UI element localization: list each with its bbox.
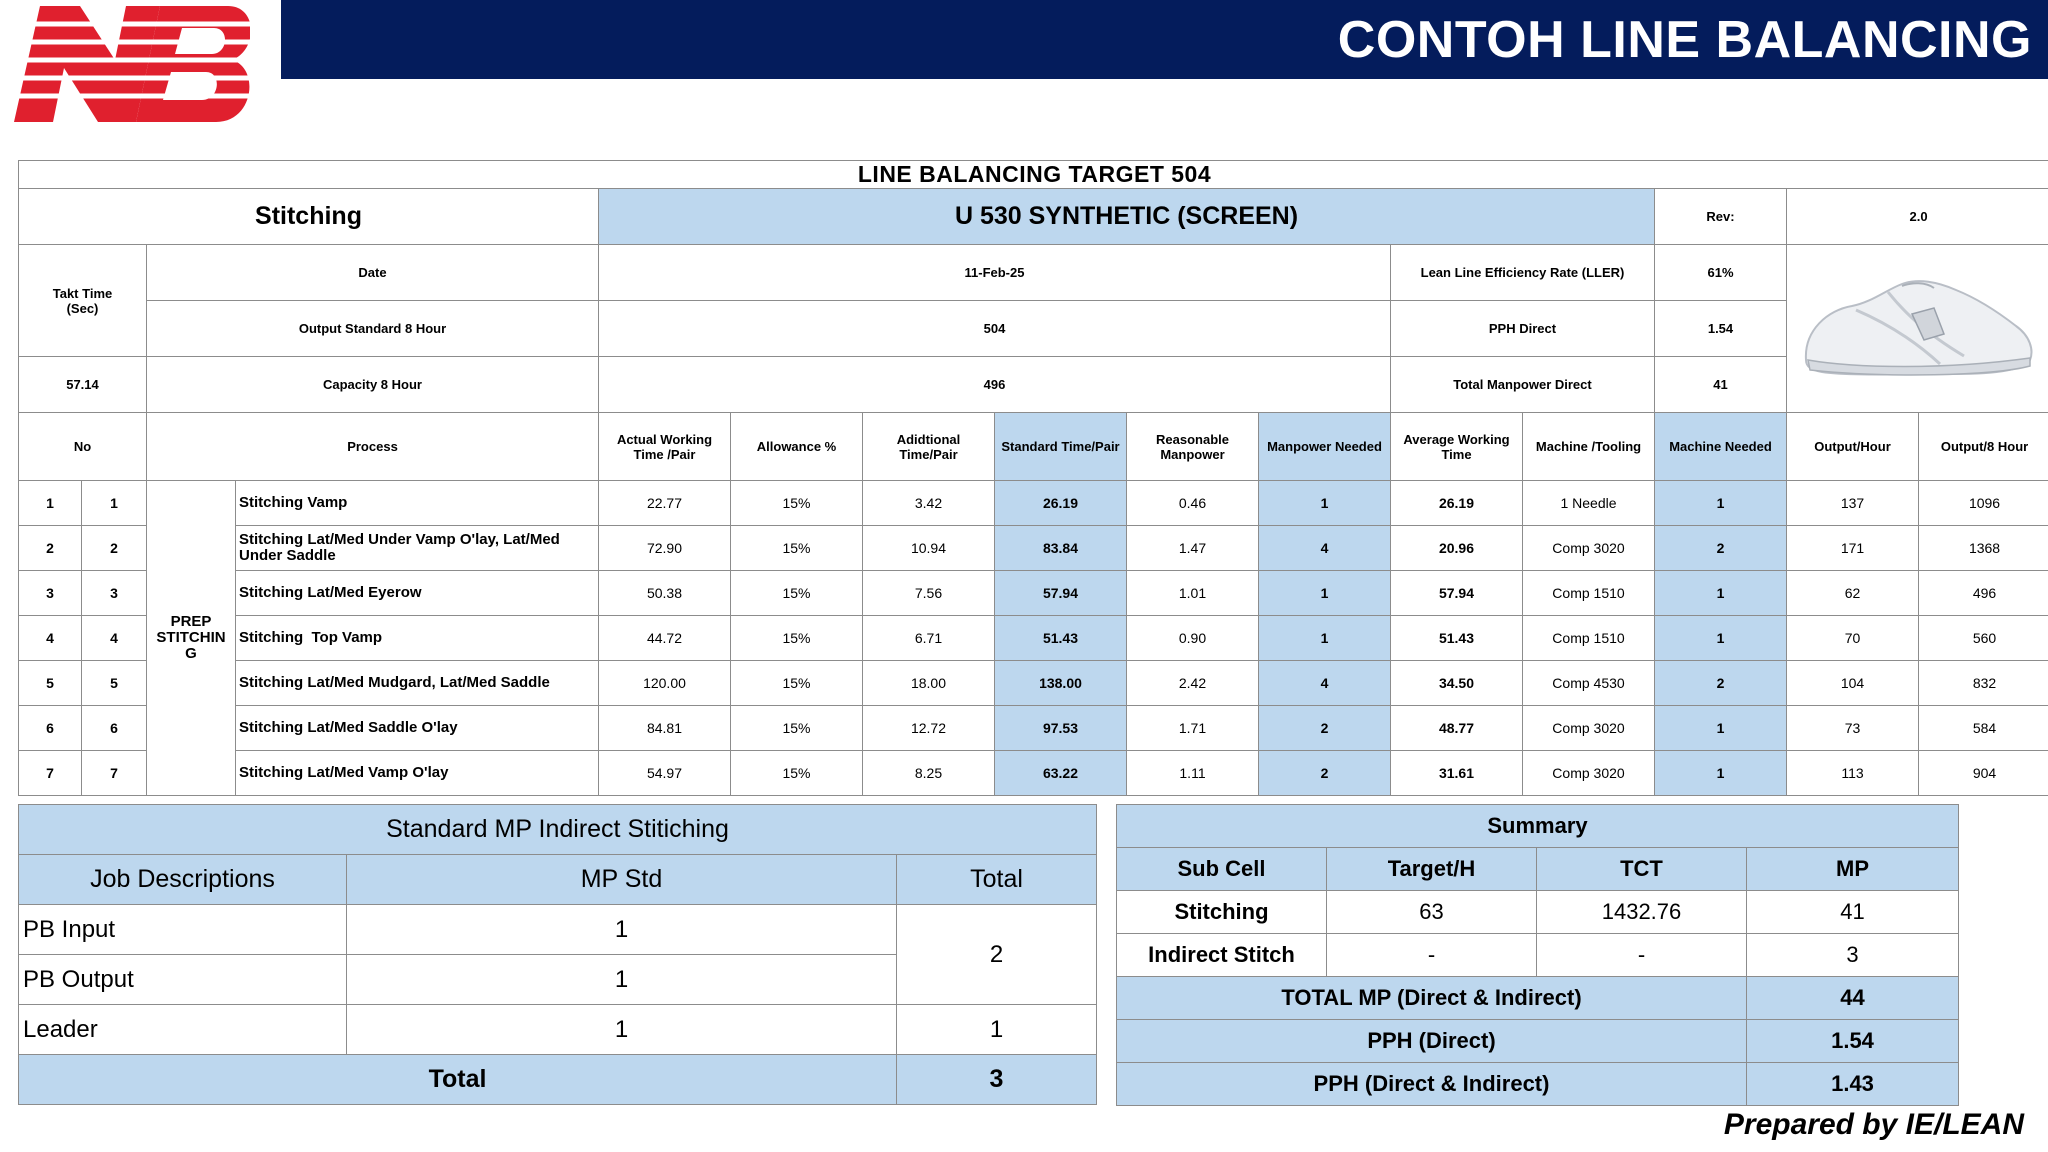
table-row [19, 751, 2048, 796]
col-header-process: Process [147, 413, 599, 481]
row-machine: Comp 3020 [1523, 526, 1655, 571]
line-balancing-table [18, 160, 2048, 796]
row-no: 1 [19, 481, 82, 526]
row-process: Stitching Vamp [236, 481, 599, 526]
takt-time-value: 57.14 [19, 357, 147, 413]
table-row [19, 526, 2048, 571]
table-row [19, 661, 2048, 706]
row-sub-no: 5 [82, 661, 147, 706]
row-actual-working-time: 50.38 [599, 571, 731, 616]
mp-col-std: MP Std [347, 855, 897, 905]
row-sub-no: 3 [82, 571, 147, 616]
summary-pph-all-label: PPH (Direct & Indirect) [1117, 1063, 1747, 1106]
summary-tct: - [1537, 934, 1747, 977]
row-sub-no: 2 [82, 526, 147, 571]
summary-col-target: Target/H [1327, 848, 1537, 891]
row-additional-time: 3.42 [863, 481, 995, 526]
row-manpower-needed: 1 [1259, 481, 1391, 526]
row-process: Stitching Lat/Med Under Vamp O'lay, Lat/Med Under Saddle [236, 526, 599, 571]
row-process: Stitching Lat/Med Mudgard, Lat/Med Saddle [236, 661, 599, 706]
row-average-working-time: 34.50 [1391, 661, 1523, 706]
col-header-reasonable-manpower: Reasonable Manpower [1127, 413, 1259, 481]
row-standard-time: 26.19 [995, 481, 1127, 526]
summary-target: - [1327, 934, 1537, 977]
row-output-8-hour: 832 [1919, 661, 2048, 706]
summary-mp: 3 [1747, 934, 1959, 977]
rev-label: Rev: [1655, 189, 1787, 245]
row-manpower-needed: 1 [1259, 616, 1391, 661]
output-standard-value: 504 [599, 301, 1391, 357]
col-header-output-hour: Output/Hour [1787, 413, 1919, 481]
summary-subcell: Indirect Stitch [1117, 934, 1327, 977]
row-additional-time: 7.56 [863, 571, 995, 616]
summary-table [1116, 804, 1959, 1106]
row-output-hour: 62 [1787, 571, 1919, 616]
row-allowance: 15% [731, 661, 863, 706]
row-additional-time: 6.71 [863, 616, 995, 661]
row-output-hour: 171 [1787, 526, 1919, 571]
row-machine-needed: 1 [1655, 706, 1787, 751]
row-reasonable-manpower: 1.01 [1127, 571, 1259, 616]
row-sub-no: 1 [82, 481, 147, 526]
row-actual-working-time: 120.00 [599, 661, 731, 706]
date-label: Date [147, 245, 599, 301]
row-no: 6 [19, 706, 82, 751]
summary-pph-direct-value: 1.54 [1747, 1020, 1959, 1063]
row-process: Stitching Top Vamp [236, 616, 599, 661]
row-standard-time: 83.84 [995, 526, 1127, 571]
summary-mp: 41 [1747, 891, 1959, 934]
col-header-additional-time: Adidtional Time/Pair [863, 413, 995, 481]
title-banner [281, 0, 2048, 79]
col-header-no: No [19, 413, 147, 481]
mp-total-value: 3 [897, 1055, 1097, 1105]
table-row [19, 616, 2048, 661]
row-manpower-needed: 4 [1259, 661, 1391, 706]
total-manpower-value: 41 [1655, 357, 1787, 413]
table-row [19, 481, 2048, 526]
row-manpower-needed: 2 [1259, 706, 1391, 751]
row-machine: Comp 4530 [1523, 661, 1655, 706]
mp-std: 1 [347, 1005, 897, 1055]
brand-logo-icon [10, 4, 250, 126]
row-additional-time: 10.94 [863, 526, 995, 571]
mp-group-total: 1 [897, 1005, 1097, 1055]
row-reasonable-manpower: 0.46 [1127, 481, 1259, 526]
table-row [19, 1005, 1097, 1055]
row-average-working-time: 57.94 [1391, 571, 1523, 616]
mp-group-total: 2 [897, 905, 1097, 1005]
summary-total-mp-label: TOTAL MP (Direct & Indirect) [1117, 977, 1747, 1020]
row-actual-working-time: 84.81 [599, 706, 731, 751]
row-standard-time: 138.00 [995, 661, 1127, 706]
row-no: 2 [19, 526, 82, 571]
mp-job: PB Input [19, 905, 347, 955]
product-image-cell [1787, 245, 2048, 413]
row-manpower-needed: 1 [1259, 571, 1391, 616]
row-average-working-time: 31.61 [1391, 751, 1523, 796]
table-row [19, 905, 1097, 955]
summary-target: 63 [1327, 891, 1537, 934]
mp-col-job: Job Descriptions [19, 855, 347, 905]
mp-indirect-table [18, 804, 1097, 1105]
col-header-allowance: Allowance % [731, 413, 863, 481]
rev-value: 2.0 [1787, 189, 2048, 245]
summary-title: Summary [1117, 805, 1959, 848]
total-manpower-label: Total Manpower Direct [1391, 357, 1655, 413]
row-standard-time: 51.43 [995, 616, 1127, 661]
mp-std: 1 [347, 905, 897, 955]
row-output-8-hour: 1096 [1919, 481, 2048, 526]
takt-time-label: Takt Time (Sec) [19, 245, 147, 357]
model-name: U 530 SYNTHETIC (SCREEN) [599, 189, 1655, 245]
row-additional-time: 12.72 [863, 706, 995, 751]
capacity-label: Capacity 8 Hour [147, 357, 599, 413]
row-allowance: 15% [731, 751, 863, 796]
row-allowance: 15% [731, 571, 863, 616]
mp-std: 1 [347, 955, 897, 1005]
summary-total-mp-value: 44 [1747, 977, 1959, 1020]
row-machine-needed: 1 [1655, 616, 1787, 661]
row-no: 3 [19, 571, 82, 616]
table-row [19, 571, 2048, 616]
row-actual-working-time: 72.90 [599, 526, 731, 571]
col-header-manpower-needed: Manpower Needed [1259, 413, 1391, 481]
row-output-8-hour: 904 [1919, 751, 2048, 796]
row-machine-needed: 2 [1655, 661, 1787, 706]
row-process: Stitching Lat/Med Saddle O'lay [236, 706, 599, 751]
row-machine-needed: 1 [1655, 481, 1787, 526]
col-header-machine-needed: Machine Needed [1655, 413, 1787, 481]
ller-value: 61% [1655, 245, 1787, 301]
table-row [1117, 934, 1959, 977]
col-header-actual-working-time: Actual Working Time /Pair [599, 413, 731, 481]
summary-pph-all-value: 1.43 [1747, 1063, 1959, 1106]
ller-label: Lean Line Efficiency Rate (LLER) [1391, 245, 1655, 301]
row-no: 5 [19, 661, 82, 706]
row-output-8-hour: 496 [1919, 571, 2048, 616]
summary-col-subcell: Sub Cell [1117, 848, 1327, 891]
row-no: 4 [19, 616, 82, 661]
row-output-8-hour: 1368 [1919, 526, 2048, 571]
row-output-hour: 137 [1787, 481, 1919, 526]
row-actual-working-time: 44.72 [599, 616, 731, 661]
page-title: CONTOH LINE BALANCING [1337, 11, 2032, 69]
row-reasonable-manpower: 2.42 [1127, 661, 1259, 706]
row-reasonable-manpower: 0.90 [1127, 616, 1259, 661]
row-sub-no: 4 [82, 616, 147, 661]
row-actual-working-time: 54.97 [599, 751, 731, 796]
mp-indirect-title: Standard MP Indirect Stitiching [19, 805, 1097, 855]
capacity-value: 496 [599, 357, 1391, 413]
row-output-8-hour: 584 [1919, 706, 2048, 751]
row-machine: Comp 3020 [1523, 706, 1655, 751]
row-average-working-time: 20.96 [1391, 526, 1523, 571]
row-machine-needed: 1 [1655, 571, 1787, 616]
table-title: LINE BALANCING TARGET 504 [19, 161, 2048, 189]
prepared-by: Prepared by IE/LEAN [1723, 1108, 2024, 1141]
pph-direct-value: 1.54 [1655, 301, 1787, 357]
row-manpower-needed: 4 [1259, 526, 1391, 571]
table-row [19, 706, 2048, 751]
row-additional-time: 8.25 [863, 751, 995, 796]
row-allowance: 15% [731, 526, 863, 571]
row-average-working-time: 48.77 [1391, 706, 1523, 751]
summary-col-tct: TCT [1537, 848, 1747, 891]
date-value: 11-Feb-25 [599, 245, 1391, 301]
row-allowance: 15% [731, 616, 863, 661]
row-allowance: 15% [731, 706, 863, 751]
group-label: PREP STITCHIN G [147, 481, 236, 796]
row-average-working-time: 26.19 [1391, 481, 1523, 526]
mp-total-label: Total [19, 1055, 897, 1105]
row-sub-no: 6 [82, 706, 147, 751]
col-header-standard-time: Standard Time/Pair [995, 413, 1127, 481]
sneaker-image [1794, 252, 2044, 402]
row-standard-time: 57.94 [995, 571, 1127, 616]
pph-direct-label: PPH Direct [1391, 301, 1655, 357]
row-output-8-hour: 560 [1919, 616, 2048, 661]
row-allowance: 15% [731, 481, 863, 526]
row-process: Stitching Lat/Med Eyerow [236, 571, 599, 616]
row-sub-no: 7 [82, 751, 147, 796]
row-machine: Comp 1510 [1523, 571, 1655, 616]
summary-subcell: Stitching [1117, 891, 1327, 934]
mp-col-total: Total [897, 855, 1097, 905]
row-actual-working-time: 22.77 [599, 481, 731, 526]
row-reasonable-manpower: 1.47 [1127, 526, 1259, 571]
summary-pph-direct-label: PPH (Direct) [1117, 1020, 1747, 1063]
table-row [1117, 891, 1959, 934]
row-average-working-time: 51.43 [1391, 616, 1523, 661]
col-header-output-8-hour: Output/8 Hour [1919, 413, 2048, 481]
row-machine: 1 Needle [1523, 481, 1655, 526]
row-output-hour: 73 [1787, 706, 1919, 751]
row-reasonable-manpower: 1.71 [1127, 706, 1259, 751]
row-machine-needed: 2 [1655, 526, 1787, 571]
row-no: 7 [19, 751, 82, 796]
summary-col-mp: MP [1747, 848, 1959, 891]
output-standard-label: Output Standard 8 Hour [147, 301, 599, 357]
row-standard-time: 63.22 [995, 751, 1127, 796]
row-manpower-needed: 2 [1259, 751, 1391, 796]
mp-job: Leader [19, 1005, 347, 1055]
mp-job: PB Output [19, 955, 347, 1005]
row-output-hour: 104 [1787, 661, 1919, 706]
summary-tct: 1432.76 [1537, 891, 1747, 934]
section-name: Stitching [19, 189, 599, 245]
row-output-hour: 113 [1787, 751, 1919, 796]
row-output-hour: 70 [1787, 616, 1919, 661]
row-machine: Comp 3020 [1523, 751, 1655, 796]
row-process: Stitching Lat/Med Vamp O'lay [236, 751, 599, 796]
row-machine-needed: 1 [1655, 751, 1787, 796]
row-additional-time: 18.00 [863, 661, 995, 706]
row-machine: Comp 1510 [1523, 616, 1655, 661]
col-header-average-working-time: Average Working Time [1391, 413, 1523, 481]
row-reasonable-manpower: 1.11 [1127, 751, 1259, 796]
row-standard-time: 97.53 [995, 706, 1127, 751]
col-header-machine-tooling: Machine /Tooling [1523, 413, 1655, 481]
